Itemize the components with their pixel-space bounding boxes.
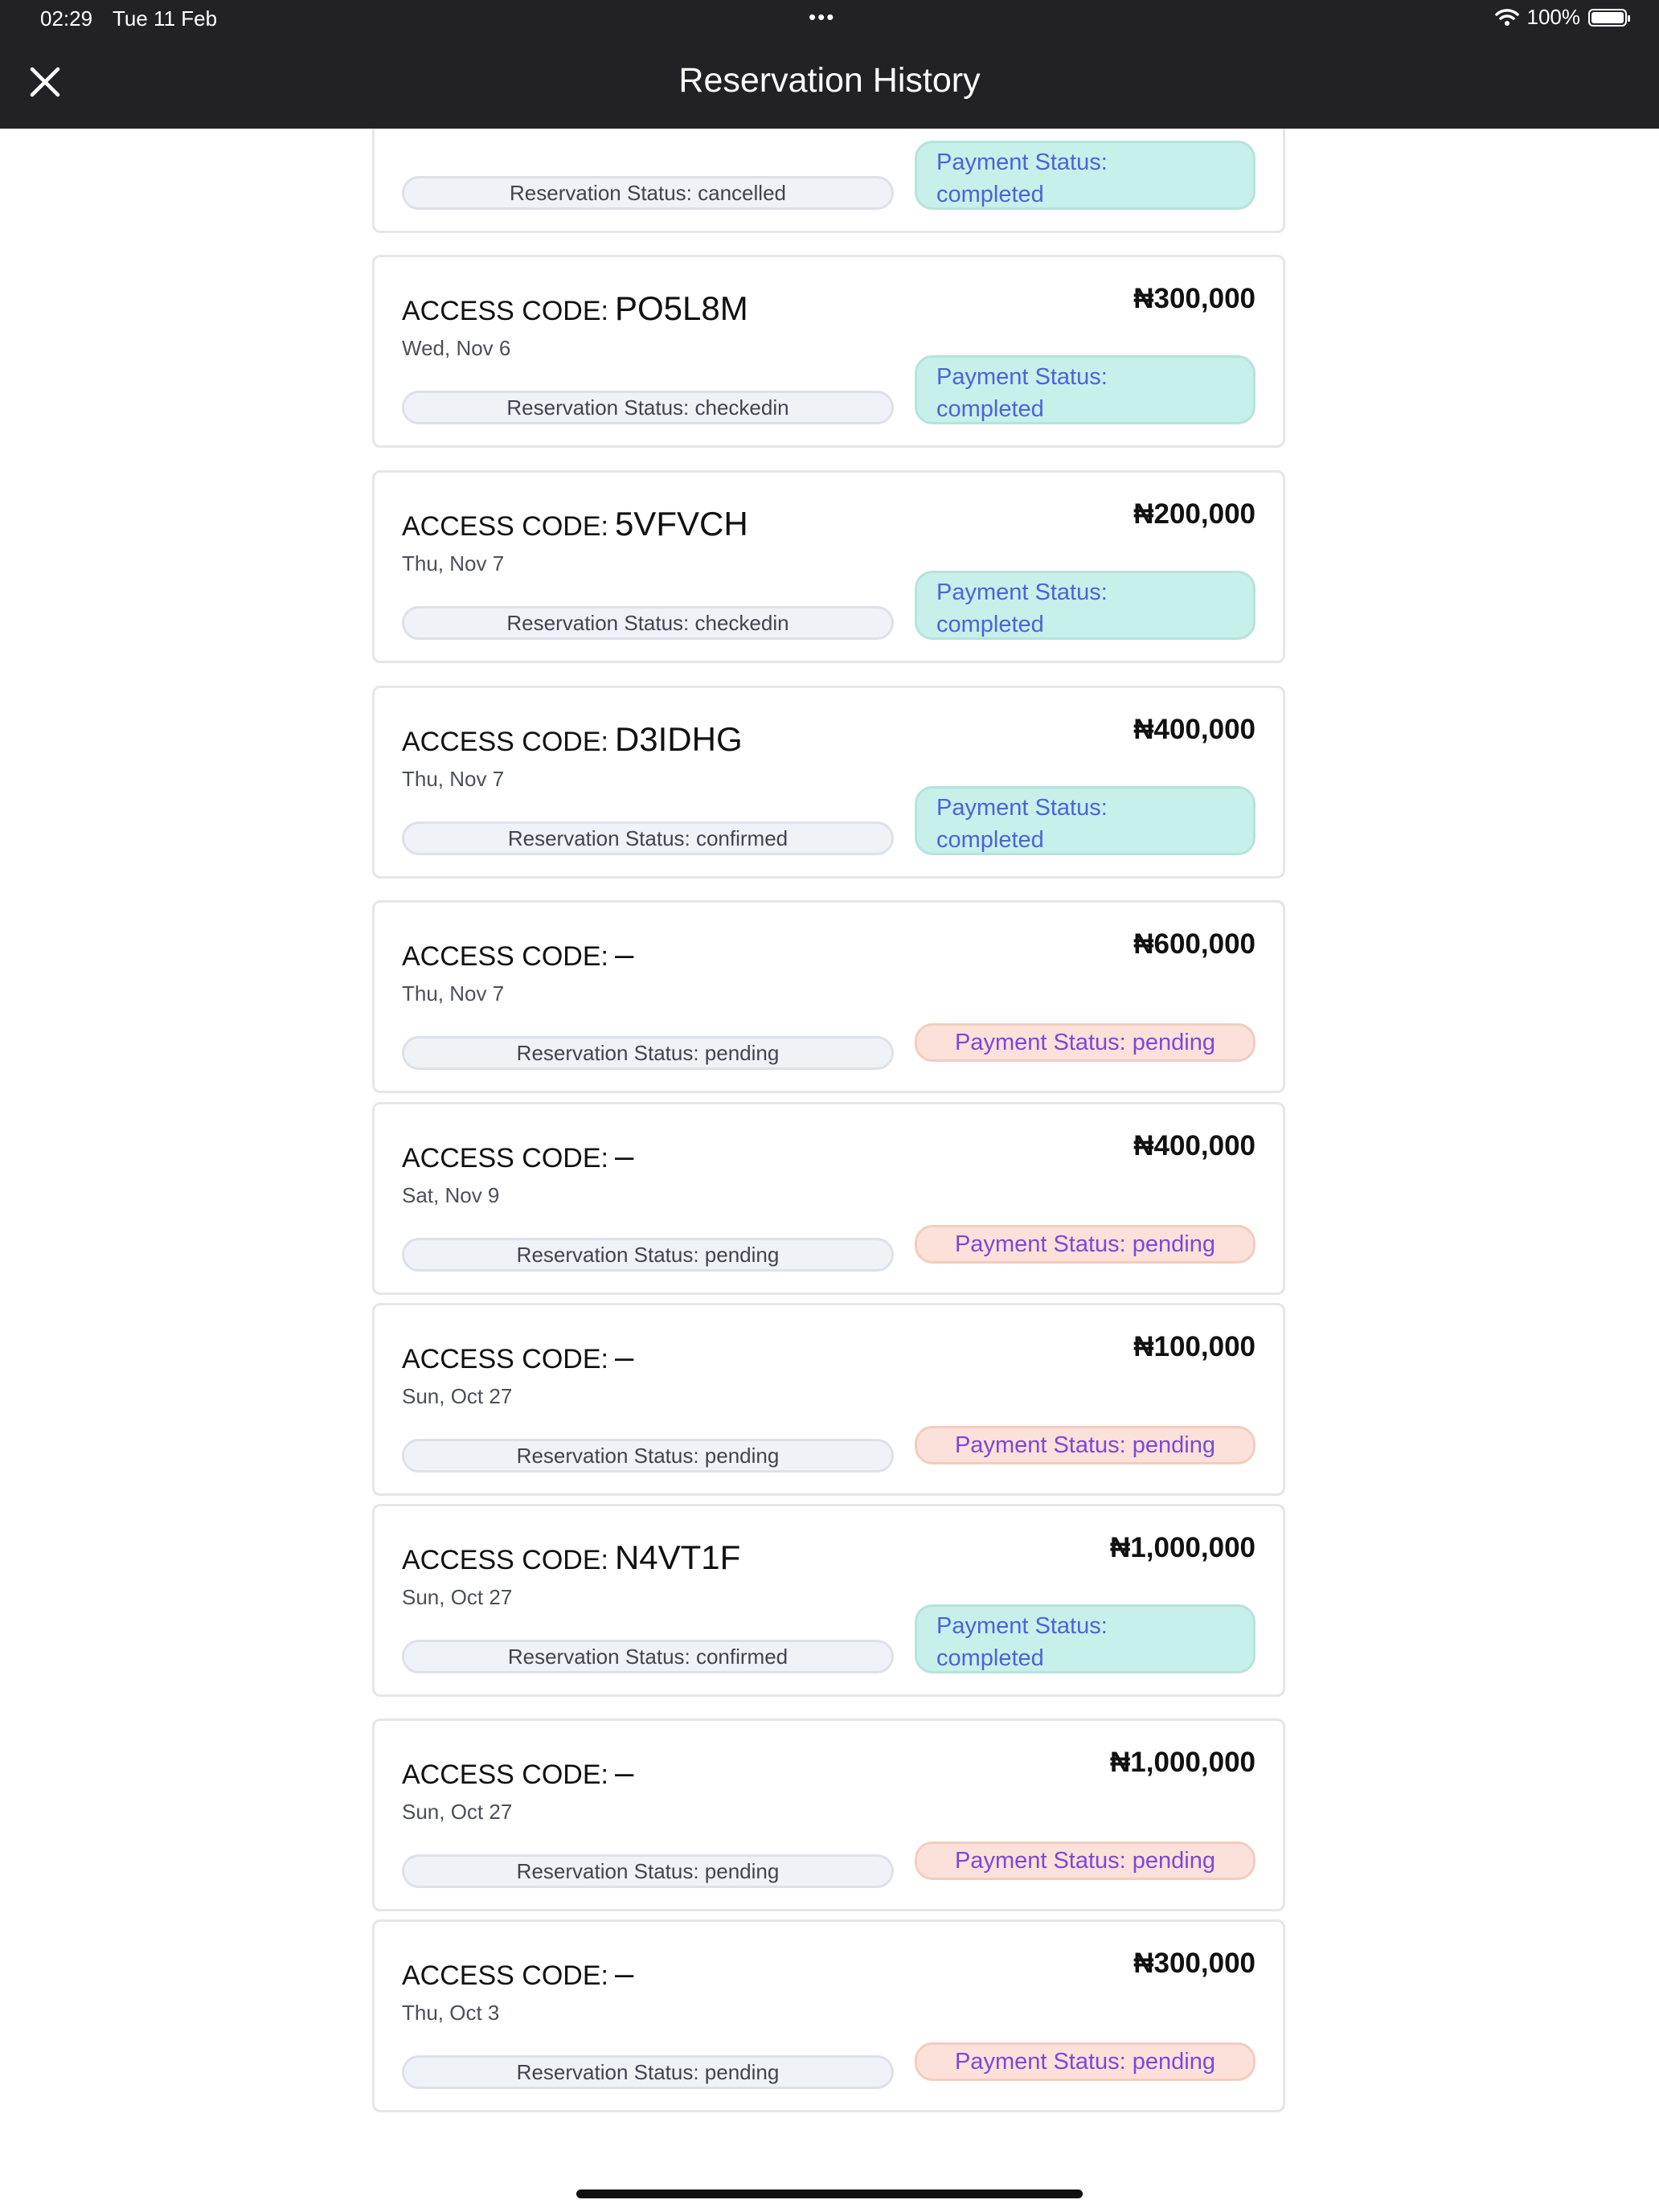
reservation-list[interactable] [0,129,1659,2170]
payment-status-value: completed [936,827,1044,853]
status-right [1495,5,1628,30]
access-code-value: – [614,935,634,973]
payment-status-badge [915,141,1256,210]
reservation-card[interactable] [372,1102,1285,1295]
reservation-date: Thu, Nov 7 [402,981,505,1006]
access-code-label: ACCESS CODE: [402,941,608,972]
reservation-date: Sun, Oct 27 [402,1800,513,1824]
payment-status-value: completed [936,182,1044,207]
reservation-status-badge: Reservation Status: pending [402,1238,894,1272]
reservation-card[interactable] [372,900,1285,1093]
payment-status-badge: Payment Status: pending [915,2042,1256,2081]
page-title: Reservation History [678,61,981,100]
reservation-date: Sun, Oct 27 [402,1384,513,1408]
payment-status-label: Payment Status: [936,580,1108,605]
reservation-amount: ₦600,000 [1133,928,1256,960]
access-code [402,1954,633,1993]
access-code [402,720,743,759]
battery-percent: 100% [1526,5,1580,29]
access-code-value: PO5L8M [614,289,748,327]
reservation-amount: ₦1,000,000 [1110,1747,1256,1778]
reservation-card[interactable] [372,1919,1285,2112]
reservation-card[interactable] [372,686,1285,879]
access-code [402,1753,633,1792]
access-code-value: – [614,1954,634,1992]
reservation-status-badge: Reservation Status: confirmed [402,821,894,855]
reservation-status-badge: Reservation Status: checkedin [402,606,894,640]
payment-status-badge: Payment Status: pending [915,1225,1256,1264]
access-code-label: ACCESS CODE: [402,1545,608,1575]
reservation-amount: ₦100,000 [1133,1331,1256,1362]
reservation-status-badge: Reservation Status: confirmed [402,1640,894,1673]
payment-status-badge: Payment Status: pending [915,1841,1256,1880]
home-indicator[interactable] [576,2189,1083,2198]
payment-status-label: Payment Status: [936,364,1108,390]
reservation-status-badge: Reservation Status: checkedin [402,391,894,424]
multitasking-dots[interactable]: ••• [809,5,836,29]
payment-status-badge: Payment Status: pending [915,1426,1256,1464]
reservation-status-badge: Reservation Status: pending [402,1854,894,1888]
reservation-status-badge: Reservation Status: pending [402,2055,894,2089]
reservation-amount: ₦300,000 [1133,283,1256,314]
access-code-value: N4VT1F [614,1538,741,1576]
status-date: Tue 11 Feb [113,6,218,31]
access-code-label: ACCESS CODE: [402,1759,608,1790]
reservation-date: Thu, Oct 3 [402,2001,500,2025]
access-code-label: ACCESS CODE: [402,727,608,757]
access-code [402,1137,633,1175]
reservation-card-partial[interactable] [372,129,1285,233]
access-code-label: ACCESS CODE: [402,1960,608,1991]
reservation-card[interactable] [372,1303,1285,1496]
payment-status-badge: Payment Status: pending [915,1023,1256,1062]
payment-status-value: completed [936,396,1044,422]
payment-status-value: completed [936,1645,1044,1671]
access-code-value: – [614,1753,634,1791]
reservation-amount: ₦400,000 [1133,1130,1256,1161]
reservation-amount: ₦300,000 [1133,1948,1256,1979]
reservation-date: Wed, Nov 6 [402,336,511,360]
access-code-label: ACCESS CODE: [402,511,608,542]
access-code [402,289,748,328]
payment-status-label: Payment Status: [936,1613,1108,1639]
access-code [402,505,748,543]
reservation-date: Sun, Oct 27 [402,1585,513,1609]
wifi-icon [1495,8,1519,27]
payment-status-value: completed [936,612,1044,637]
reservation-card[interactable] [372,1718,1285,1911]
status-time: 02:29 [40,6,93,31]
payment-status-label: Payment Status: [936,795,1108,821]
payment-status-badge [915,355,1256,424]
access-code-label: ACCESS CODE: [402,1143,608,1174]
access-code-value: – [614,1337,634,1375]
access-code-value: D3IDHG [614,720,743,758]
access-code-value: 5VFVCH [614,505,748,543]
access-code [402,935,633,973]
access-code-value: – [614,1137,634,1174]
payment-status-badge [915,571,1256,640]
payment-status-badge [915,1604,1256,1673]
payment-status-label: Payment Status: [936,150,1108,175]
reservation-date: Thu, Nov 7 [402,767,505,791]
access-code-label: ACCESS CODE: [402,296,608,326]
reservation-amount: ₦400,000 [1133,714,1256,745]
reservation-card[interactable] [372,1504,1285,1697]
header [0,39,1659,129]
reservation-status-badge: Reservation Status: pending [402,1439,894,1473]
reservation-amount: ₦1,000,000 [1110,1532,1256,1563]
reservation-status-badge: Reservation Status: pending [402,1036,894,1070]
reservation-amount: ₦200,000 [1133,498,1256,530]
reservation-card[interactable] [372,255,1285,448]
reservation-date: Sat, Nov 9 [402,1183,500,1207]
access-code [402,1337,633,1376]
reservation-date: Thu, Nov 7 [402,551,505,576]
access-code [402,1538,740,1577]
reservation-card[interactable] [372,470,1285,663]
battery-icon [1588,9,1627,27]
status-bar [0,0,1659,39]
access-code-label: ACCESS CODE: [402,1344,608,1374]
payment-status-badge [915,786,1256,855]
reservation-status-badge: Reservation Status: cancelled [402,176,894,210]
